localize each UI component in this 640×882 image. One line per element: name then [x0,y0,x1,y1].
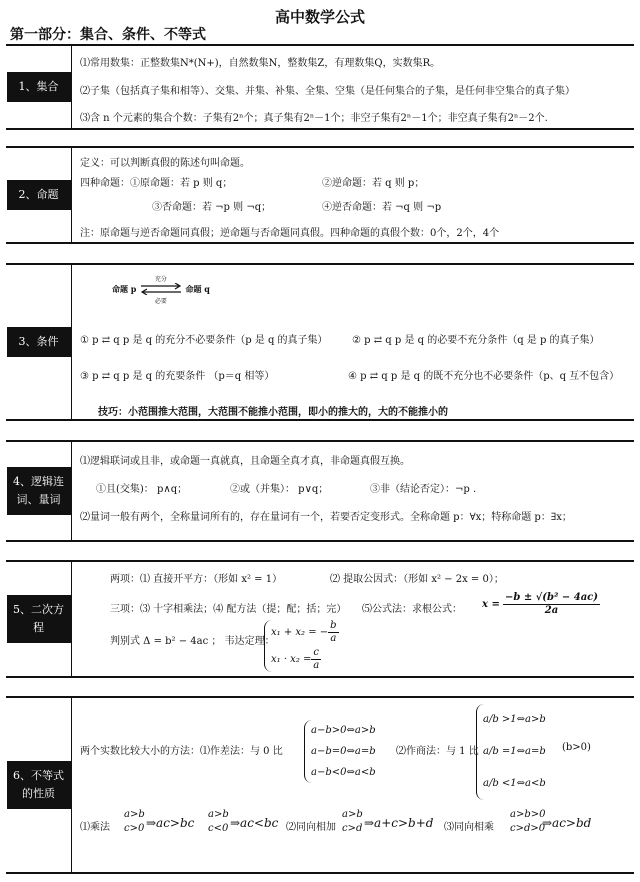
mul-same-label: ⑶同向相乘 [444,822,494,833]
quot-condition: (b>0) [562,742,591,753]
prop-negation: ③否命题：若 ¬p 则 ¬q； [152,202,272,213]
prop-original: 四种命题：①原命题：若 p 则 q； [80,178,233,189]
mul-same-case: a>b>0 c>d>0 [510,809,546,834]
compare-diff-label: 两个实数比较大小的方法：⑴作差法：与 0 比 [80,746,283,757]
condition-diagram [112,276,210,305]
section-label: 4、逻辑连词、量词 [7,467,71,515]
sets-line-1: ⑴常用数集：正整数集N*(N+)，自然数集N，整数集Z，有理数集Q，实数集R。 [80,58,441,69]
section-sets [6,44,634,130]
sets-line-2: ⑵子集（包括真子集和相等）、交集、并集、补集、全集、空集（是任何集合的子集，是任何非空集合的真子集） [80,86,575,97]
arrows-icon: 充分 必要 [139,283,183,297]
mult-case-1: a>b c>0 [124,809,145,834]
mult-result-2: ⇒ac<bc [230,816,279,830]
quad-three-term: 三项：⑶ 十字相乘法；⑷ 配方法（提；配；括；完） [110,604,347,615]
logic-and: ①且(交集)： p∧q； [96,484,188,495]
section-inequality [6,696,634,874]
condition-4: ④ p ⇄ q p 是 q 的既不充分也不必要条件（p、q 互不包含） [348,371,620,382]
mult-label: ⑴乘法 [80,822,110,833]
section-label: 5、二次方程 [7,595,71,643]
quot-system: a/b >1⇔a>b a/b =1⇔a=b a/b <1⇔a<b [476,704,546,800]
quad-two-term-2: ⑵ 提取公因式：（形如 x² − 2x = 0）； [330,574,504,585]
quad-two-term-1: 两项：⑴ 直接开平方：（形如 x² = 1） [110,574,283,585]
condition-tip: 技巧：小范围推大范围，大范围不能推小范围，即小的推大的，大的不能推小的 [98,407,448,418]
vieta-system: x₁ + x₂ = − $\frac{b}{a}$ x₁ · x₂ = $\frac{c}{a}$ [264,620,339,672]
mul-same-result: ⇒ac>bd [542,816,592,830]
diagram-left: 命题 p [112,284,137,294]
section-propositions [6,146,634,244]
sets-line-3: ⑶含 n 个元素的集合个数：子集有2ⁿ个；真子集有2ⁿ－1个；非空子集有2ⁿ－1个；非空真子集有2ⁿ－2个. [80,113,548,124]
diagram-right: 命题 q [185,284,210,294]
compare-quot-label: ⑵作商法：与 1 比 [396,746,479,757]
prop-note: 注：原命题与逆否命题同真假；逆命题与否命题同真假。四种命题的真假个数：0个，2个，4个 [80,228,500,239]
mult-result-1: ⇒ac>bc [146,816,195,830]
diff-system: a−b>0⇔a>b a−b=0⇔a=b a−b<0⇔a<b [304,720,376,783]
prop-definition: 定义：可以判断真假的陈述句叫命题。 [80,158,250,169]
section-conditions [6,263,634,421]
add-label: ⑵同向相加 [286,822,336,833]
prop-contrapositive: ④逆否命题：若 ¬q 则 ¬p [322,202,442,213]
section-quadratic [6,560,634,678]
prop-inverse: ②逆命题：若 q 则 p； [322,178,425,189]
logic-quantifiers: ⑵量词一般有两个，全称量词所有的，存在量词有一个，若要否定变形式。全称命题 p：∀x；特称命题 p：∃x； [80,512,572,523]
page-title: 高中数学公式 [274,8,365,26]
section-label: 1、集合 [7,72,71,102]
section-label: 2、命题 [7,180,71,210]
section-label: 3、条件 [7,327,71,357]
logic-not: ③非（结论否定）：¬p . [370,484,477,495]
quad-formula-label: ⑸公式法：求根公式： [362,604,462,615]
discriminant: 判别式 Δ = b² − 4ac ； 韦达定理： [110,636,275,647]
condition-2: ② p ⇄ q p 是 q 的必要不充分条件（q 是 p 的真子集） [352,335,600,346]
logic-or: ②或（并集）： p∨q； [230,484,329,495]
mult-case-2: a>b c<0 [208,809,229,834]
section-label: 6、不等式的性质 [7,761,71,809]
add-case: a>b c>d [342,809,363,834]
add-result: ⇒a+c>b+d [364,816,434,830]
root-formula: x = $\frac{\text{−b ± √(b² − 4ac)}}{2a}$ [482,592,599,616]
condition-1: ① p ⇄ q p 是 q 的充分不必要条件（p 是 q 的真子集） [80,335,328,346]
part-heading: 第一部分：集合、条件、不等式 [10,27,206,43]
logic-line-1: ⑴逻辑联词或且非，或命题一真就真，且命题全真才真，非命题真假互换。 [80,456,410,467]
condition-3: ③ p ⇄ q p 是 q 的充要条件 （p＝q 相等） [80,371,275,382]
section-logic [6,440,634,542]
